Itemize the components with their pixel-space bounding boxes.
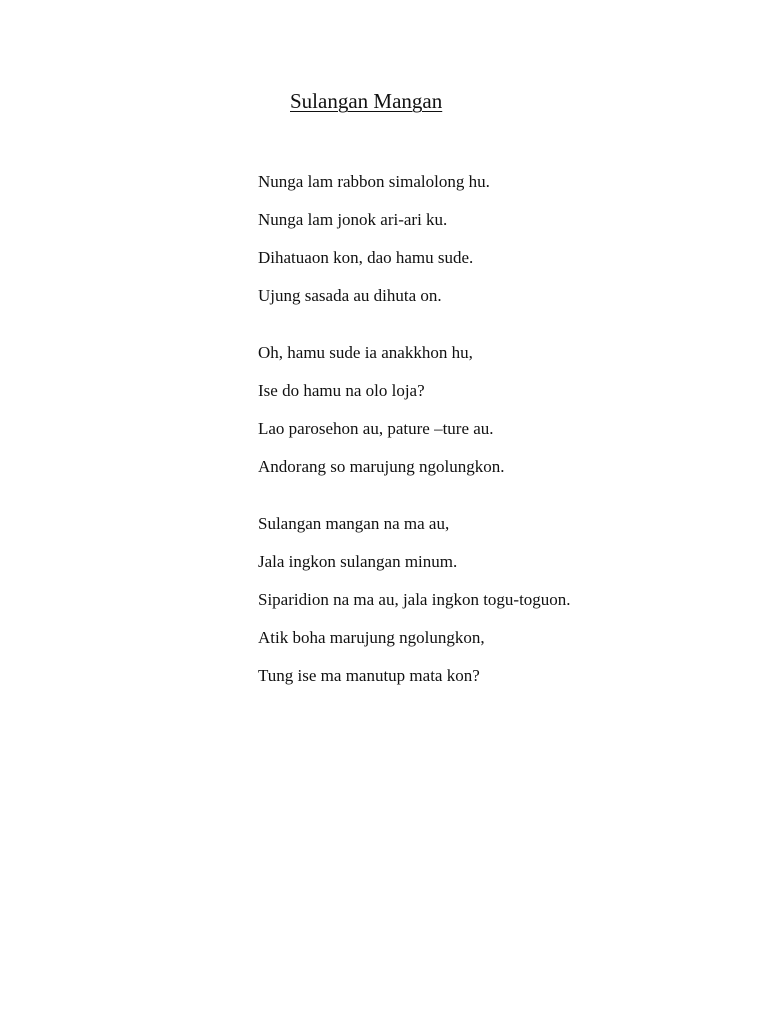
poem-line: Tung ise ma manutup mata kon? xyxy=(258,666,480,685)
stanza-2 xyxy=(258,343,571,476)
poem-line: Ise do hamu na olo loja? xyxy=(258,381,425,400)
poem-line: Ujung sasada au dihuta on. xyxy=(258,286,442,305)
poem-title: Sulangan Mangan xyxy=(290,89,443,113)
poem-line: Sulangan mangan na ma au, xyxy=(258,514,450,533)
poem-line: Lao parosehon au, pature –ture au. xyxy=(258,419,494,438)
stanza-1 xyxy=(258,172,571,305)
poem-line: Oh, hamu sude ia anakkhon hu, xyxy=(258,343,473,362)
poem-line: Nunga lam jonok ari-ari ku. xyxy=(258,210,448,229)
poem-line: Andorang so marujung ngolungkon. xyxy=(258,457,505,476)
poem-line: Dihatuaon kon, dao hamu sude. xyxy=(258,248,474,267)
poem-line: Atik boha marujung ngolungkon, xyxy=(258,628,485,647)
stanza-3 xyxy=(258,514,571,685)
poem-line: Jala ingkon sulangan minum. xyxy=(258,552,458,571)
poem-body xyxy=(258,172,571,685)
poem-line: Nunga lam rabbon simalolong hu. xyxy=(258,172,490,191)
poem-line: Siparidion na ma au, jala ingkon togu-toguon. xyxy=(258,590,571,609)
